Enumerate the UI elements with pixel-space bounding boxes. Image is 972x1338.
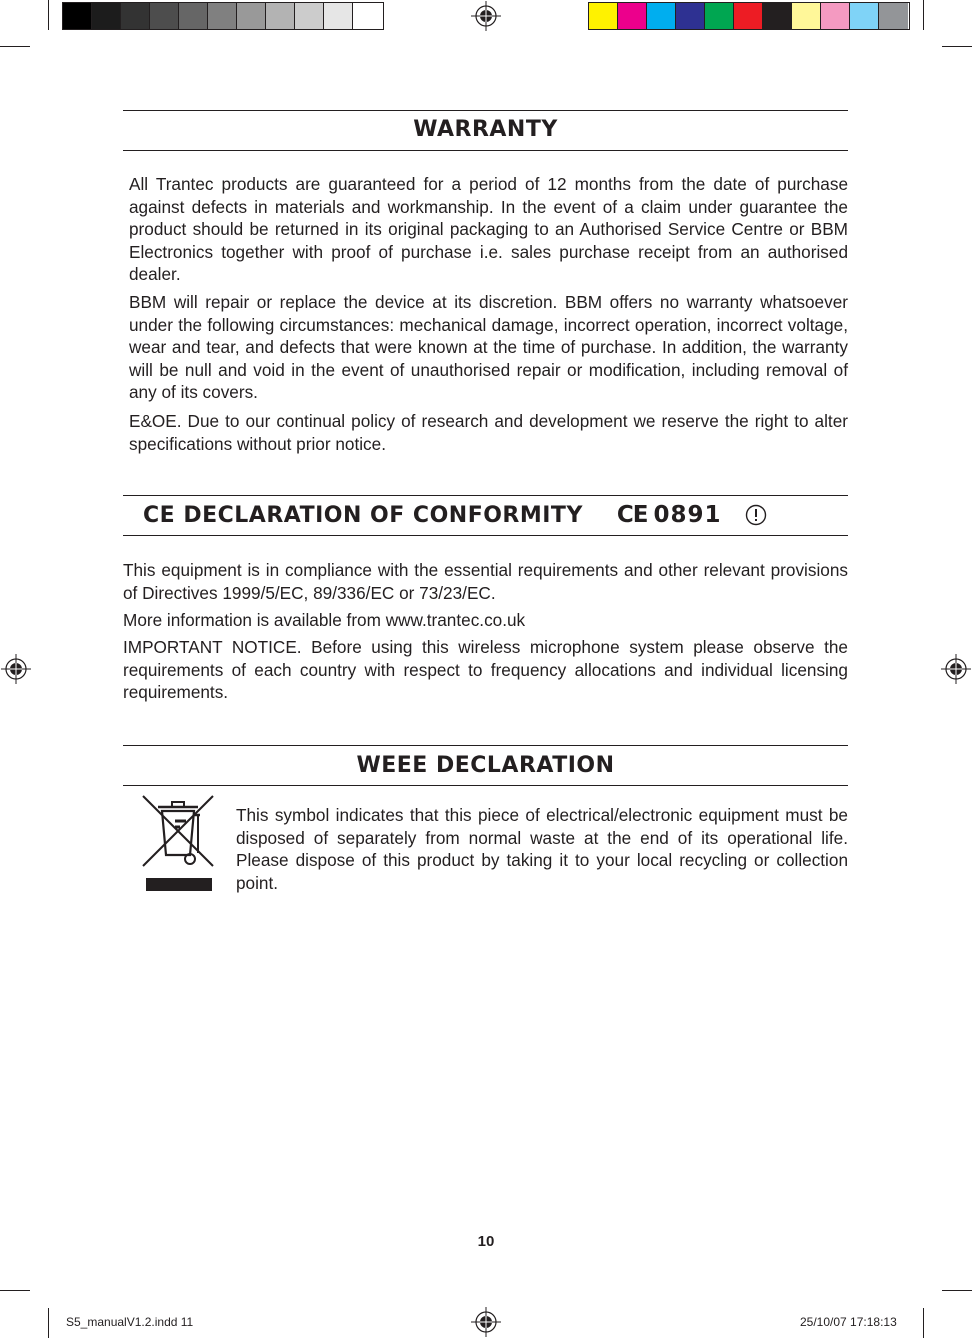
warranty-heading: WARRANTY	[413, 117, 558, 142]
grey-swatch	[266, 3, 295, 29]
warranty-paragraph: All Trantec products are guaranteed for a period of 12 months from the date of purchase against defects in materials and workmanship. In the event of a claim under guarantee the product should be returned in its original packaging to an Authorised Service Centre or BBM Electronics together with proof of purchase i.e. sales purchase receipt from an authorised dealer.	[129, 174, 848, 284]
grey-calibration-bar	[62, 2, 384, 30]
divider	[123, 150, 848, 151]
slug-timestamp: 25/10/07 17:18:13	[800, 1315, 897, 1329]
crop-mark	[48, 1308, 49, 1338]
crop-mark	[0, 1290, 30, 1291]
divider	[123, 495, 848, 496]
crossed-out-wheelie-bin-icon	[140, 793, 216, 893]
slug-filename: S5_manualV1.2.indd 11	[66, 1315, 194, 1329]
grey-swatch	[237, 3, 266, 29]
page-number: 10	[477, 1233, 495, 1250]
crop-mark	[923, 1308, 924, 1338]
ce-paragraph: This equipment is in compliance with the essential requirements and other relevant provisions of Directives 1999/5/EC, 89/336/EC or 73/23/EC.	[123, 560, 848, 603]
crop-mark	[942, 46, 972, 47]
crop-mark	[923, 0, 924, 30]
divider	[123, 535, 848, 536]
divider	[123, 745, 848, 746]
registration-mark-icon	[471, 1307, 501, 1337]
grey-swatch	[324, 3, 353, 29]
color-swatch	[879, 3, 908, 29]
grey-swatch	[92, 3, 121, 29]
grey-swatch	[208, 3, 237, 29]
ce-paragraph: IMPORTANT NOTICE. Before using this wireless microphone system please observe the requirements of each country with respect to frequency allocations and individual licensing requirements.	[123, 637, 848, 702]
ce-title: CE DECLARATION OF CONFORMITY	[143, 502, 583, 528]
grey-swatch	[150, 3, 179, 29]
registration-mark-icon	[471, 1, 501, 31]
color-swatch	[618, 3, 647, 29]
color-swatch	[792, 3, 821, 29]
registration-mark-icon	[1, 654, 31, 684]
color-swatch	[589, 3, 618, 29]
notified-body-number: 0891	[653, 502, 722, 528]
grey-swatch	[63, 3, 92, 29]
ce-paragraph: More information is available from www.trantec.co.uk	[123, 610, 526, 630]
alert-class-2-icon	[745, 504, 767, 526]
crop-mark	[0, 46, 30, 47]
ce-mark-icon: CE	[616, 502, 648, 528]
warranty-paragraph: E&OE. Due to our continual policy of research and development we reserve the right to alter specifications without prior notice.	[129, 411, 848, 454]
warranty-paragraph: BBM will repair or replace the device at its discretion. BBM offers no warranty whatsoever under the following circumstances: mechanical damage, incorrect operation, incorrect voltage, wear and tear, and defects that were known at the time of purchase. In addition, the warranty will be null and void in the event of unauthorised repair or modification, including removal of any of its covers.	[129, 292, 848, 402]
color-swatch	[705, 3, 734, 29]
grey-swatch	[353, 3, 382, 29]
grey-swatch	[121, 3, 150, 29]
color-swatch	[821, 3, 850, 29]
color-swatch	[647, 3, 676, 29]
color-swatch	[763, 3, 792, 29]
divider	[123, 785, 848, 786]
crop-mark	[48, 0, 49, 30]
color-swatch	[676, 3, 705, 29]
grey-swatch	[295, 3, 324, 29]
ce-heading	[143, 502, 767, 528]
weee-paragraph: This symbol indicates that this piece of electrical/electronic equipment must be disposed of separately from normal waste at the end of its operational life. Please dispose of this product by taking it to your local recycling or collection point.	[236, 805, 848, 893]
color-swatch	[734, 3, 763, 29]
grey-swatch	[179, 3, 208, 29]
crop-mark	[942, 1290, 972, 1291]
color-swatch	[850, 3, 879, 29]
color-calibration-bar	[588, 2, 910, 30]
divider	[123, 110, 848, 111]
weee-heading: WEEE DECLARATION	[356, 753, 615, 778]
registration-mark-icon	[941, 654, 971, 684]
